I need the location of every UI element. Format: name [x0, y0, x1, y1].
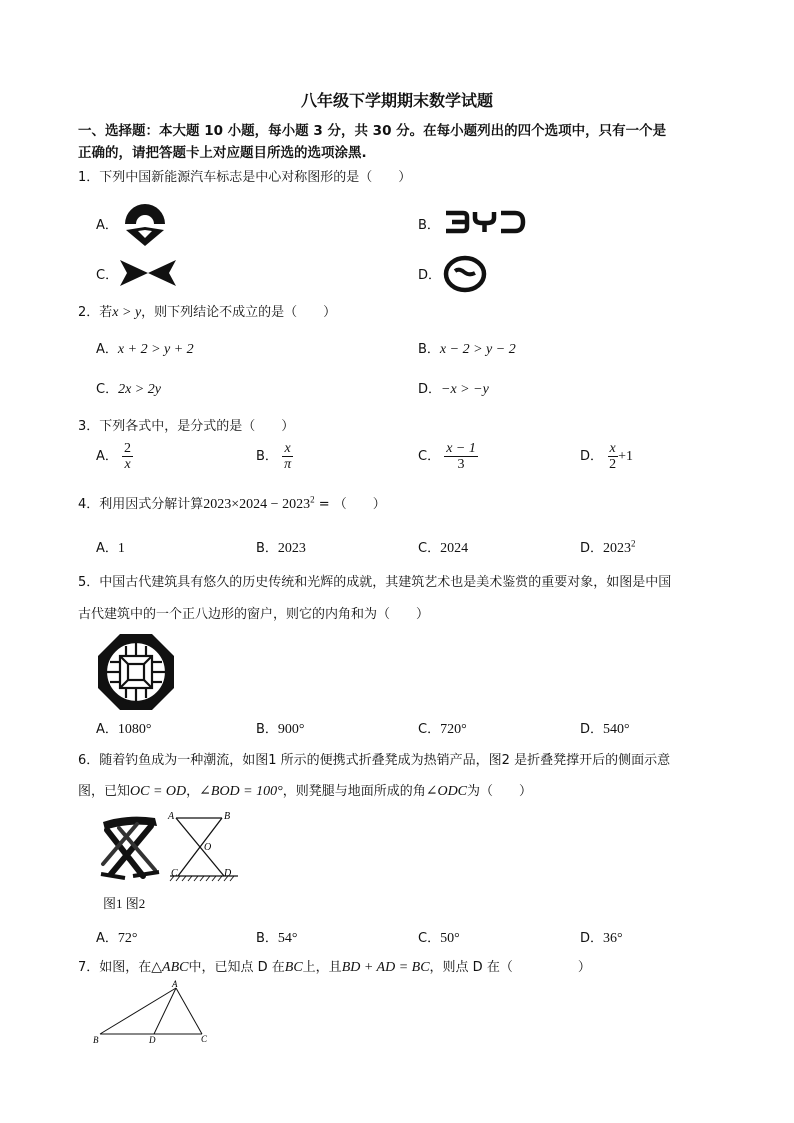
- q6-option-c-label: C．: [418, 931, 441, 946]
- q6-separator: ，: [186, 784, 200, 799]
- point-label-c: C: [201, 1034, 208, 1044]
- q6-option-a-label: A．: [96, 931, 118, 946]
- q6-target-angle: ∠ODC: [425, 784, 468, 799]
- q4-option-a: 1: [117, 541, 125, 556]
- q6-condition-2: ∠BOD = 100°: [199, 784, 283, 799]
- q4-option-d-exponent: 2: [631, 538, 636, 549]
- q6-figure-caption: 图1 图2: [103, 896, 146, 911]
- page-title: 八年级下学期期末数学试题: [300, 91, 493, 110]
- q6-condition-1: OC = OD: [130, 784, 187, 799]
- section-heading-line2: 正确的，请把答题卡上对应题目所选的选项涂黑.: [78, 145, 367, 161]
- q7-segment-bc: BC: [284, 960, 303, 975]
- stool-side-view-diagram: [166, 810, 242, 886]
- q1-option-c-label: C．: [96, 268, 119, 283]
- numerator: x: [609, 441, 616, 456]
- point-label-o: O: [204, 842, 212, 853]
- q4-stem-prefix: 4．利用因式分解计算: [78, 497, 204, 512]
- octagon-window-figure: [96, 632, 176, 712]
- q4-stem-suffix: = （ ）: [314, 497, 386, 512]
- numerator: x: [284, 441, 291, 456]
- q2-option-a: x + 2 > y + 2: [117, 342, 194, 357]
- q3-stem: 3．下列各式中，是分式的是（ ）: [78, 419, 295, 434]
- q3-option-b-label: B．: [256, 449, 278, 464]
- q1-option-b-label: B．: [418, 218, 440, 233]
- denominator: π: [284, 457, 292, 472]
- q2-option-c-label: C．: [96, 382, 119, 397]
- denominator: x: [124, 457, 131, 472]
- q3-option-a-label: A．: [96, 449, 118, 464]
- q7-condition: BD + AD = BC: [341, 960, 430, 975]
- q5-option-c: 720°: [440, 722, 467, 737]
- numerator: x − 1: [446, 441, 476, 456]
- q5-stem-line1: 5．中国古代建筑具有悠久的历史传统和光辉的成就，其建筑艺术也是美术鉴赏的重要对象，如图是中国: [78, 575, 672, 590]
- denominator: 3: [457, 457, 465, 472]
- triangle-abc-diagram: [92, 980, 214, 1046]
- q3-option-a-fraction: [122, 441, 133, 472]
- q5-option-d-label: D．: [580, 722, 604, 737]
- q3-option-b-fraction: [282, 441, 293, 472]
- q2-option-a-label: A．: [96, 342, 118, 357]
- q4-option-d: 2023: [603, 541, 632, 556]
- q6-stem-line1: 6．随着钓鱼成为一种潮流，如图1 所示的便携式折叠凳成为热销产品，图2 是折叠凳撑开后的侧面示意: [78, 753, 671, 768]
- point-label-d: D: [224, 868, 232, 879]
- point-label-a: A: [168, 811, 175, 822]
- q6-option-d: 36°: [603, 931, 623, 946]
- q2-option-d-label: D．: [418, 382, 442, 397]
- denominator: 2: [609, 457, 617, 472]
- q7-stem-mid1: 中，已知点 D 在: [188, 960, 285, 975]
- q5-stem-line2: 古代建筑中的一个正八边形的窗户，则它的内角和为（ ）: [78, 607, 430, 622]
- q5-option-d: 540°: [603, 722, 630, 737]
- q7-stem-prefix: 7．如图，在: [78, 960, 152, 975]
- q7-stem-mid2: 上，且: [302, 960, 342, 975]
- q1-stem: 1．下列中国新能源汽车标志是中心对称图形的是（ ）: [78, 170, 412, 185]
- q5-option-b: 900°: [277, 722, 305, 737]
- q5-option-a: 1080°: [117, 722, 152, 737]
- q3-option-c-fraction: [444, 441, 478, 472]
- point-label-d: D: [149, 1035, 156, 1045]
- q3-option-d-tail: +1: [618, 449, 634, 464]
- q3-option-d-label: D．: [580, 449, 604, 464]
- q6-stem-line2-prefix: 图，已知: [78, 784, 131, 799]
- q5-option-a-label: A．: [96, 722, 118, 737]
- q4-option-c: 2024: [440, 541, 469, 556]
- q2-option-d: −x > −y: [441, 382, 489, 397]
- q7-stem-suffix: ，则点 D 在（ ）: [429, 960, 591, 975]
- point-label-b: B: [93, 1035, 99, 1045]
- q4-option-c-label: C．: [418, 541, 441, 556]
- q6-option-b-label: B．: [256, 931, 278, 946]
- q6-option-d-label: D．: [580, 931, 604, 946]
- point-label-c: C: [171, 868, 178, 879]
- q2-stem-suffix: ，则下列结论不成立的是（ ）: [141, 305, 337, 320]
- q7-triangle: △ABC: [151, 960, 189, 975]
- q6-option-c: 50°: [440, 931, 460, 946]
- nio-logo-icon: [120, 200, 170, 248]
- q1-option-a-label: A．: [96, 218, 118, 233]
- q5-option-b-label: B．: [256, 722, 278, 737]
- ring-logo-icon: [443, 254, 487, 294]
- byd-logo-icon: [443, 209, 527, 235]
- q4-option-a-label: A．: [96, 541, 118, 556]
- point-label-a: A: [172, 979, 178, 989]
- bow-tie-logo-icon: [118, 256, 178, 290]
- q4-expression: 2023×2024 − 2023: [203, 497, 311, 512]
- q6-stem-line2-suffix: 为（ ）: [467, 784, 533, 799]
- q6-option-a: 72°: [117, 931, 138, 946]
- numerator: 2: [124, 441, 132, 456]
- q2-option-b-label: B．: [418, 342, 440, 357]
- q2-option-c: 2x > 2y: [118, 382, 161, 397]
- q4-option-b-label: B．: [256, 541, 278, 556]
- folding-stool-figure: [97, 812, 163, 884]
- q2-option-b: x − 2 > y − 2: [439, 342, 516, 357]
- point-label-b: B: [224, 811, 231, 822]
- q6-stem-line2-mid: ，则凳腿与地面所成的角: [282, 784, 426, 799]
- q5-option-c-label: C．: [418, 722, 441, 737]
- q4-option-b: 2023: [277, 541, 306, 556]
- q3-option-c-label: C．: [418, 449, 441, 464]
- q4-option-d-label: D．: [580, 541, 604, 556]
- q2-condition: x > y: [112, 305, 142, 320]
- q1-option-d-label: D．: [418, 268, 442, 283]
- section-heading-line1: 一、选择题：本大题 10 小题，每小题 3 分，共 30 分。在每小题列出的四个选项中，只有一个是: [78, 123, 667, 139]
- q4-expression-exponent: 2: [310, 494, 315, 505]
- q6-option-b: 54°: [277, 931, 298, 946]
- q2-stem-prefix: 2．若: [78, 305, 113, 320]
- q3-option-d-fraction: [607, 441, 618, 472]
